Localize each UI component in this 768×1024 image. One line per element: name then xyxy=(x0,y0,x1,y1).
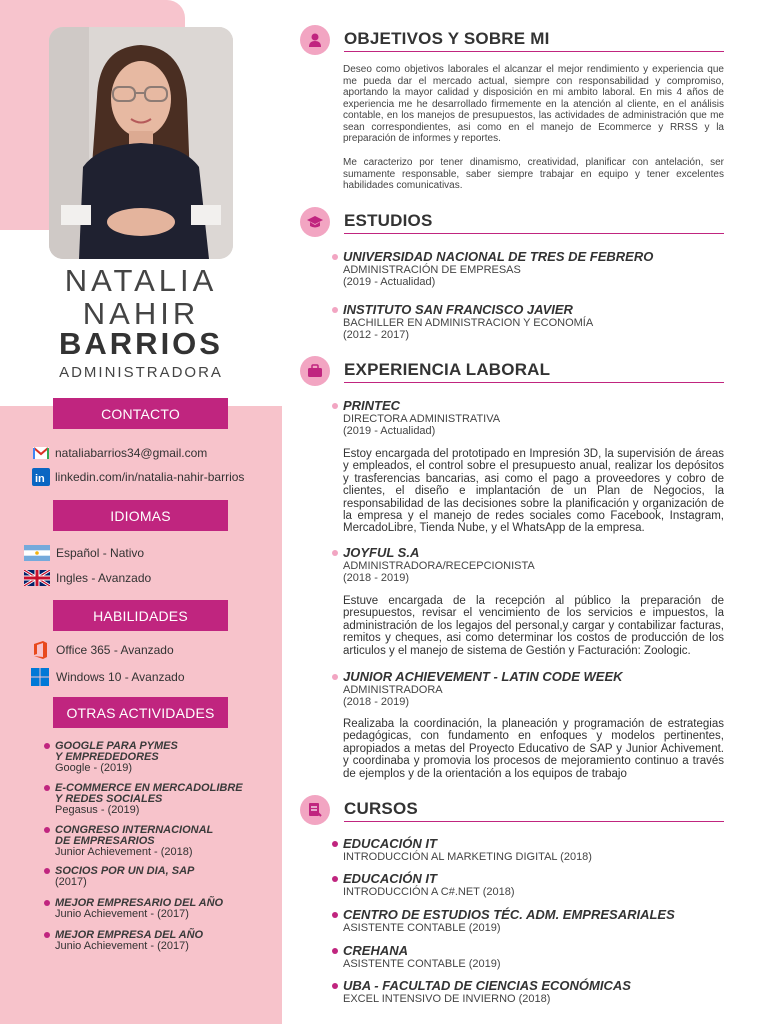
course-name: ASISTENTE CONTABLE (2019) xyxy=(343,922,501,934)
profile-photo xyxy=(49,27,233,259)
study-dates: (2019 - Actualidad) xyxy=(343,276,436,288)
job-description: Realizaba la coordinación, la planeación y programación de estrategias pedagógicas, con fundamento en enfoques y modelos pertinentes, apropiados a metas del Proyecto Educativo de SAP y Junior Achivement. y coordinaba y promovia los procesos de mejoramiento continuo a través de ejemplos y de la orientación a los equipos de trabajo xyxy=(343,718,724,780)
courses-title: CURSOS xyxy=(344,799,418,818)
study-dates: (2012 - 2017) xyxy=(343,329,410,341)
activity-item xyxy=(44,783,274,816)
objectives-header xyxy=(300,25,724,55)
email-line[interactable] xyxy=(32,444,207,462)
activity-item xyxy=(44,825,274,858)
skill-windows xyxy=(30,667,185,687)
windows-icon xyxy=(30,667,50,687)
study-item xyxy=(332,303,732,341)
section-rule xyxy=(344,821,724,822)
course-item xyxy=(332,908,732,934)
gmail-icon xyxy=(32,444,50,462)
job-position: ADMINISTRADORA/RECEPCIONISTA xyxy=(343,560,535,572)
job-dates: (2018 - 2019) xyxy=(343,572,410,584)
office-icon xyxy=(30,640,50,660)
job-title: ADMINISTRADORA xyxy=(59,364,223,381)
activity-title: CONGRESO INTERNACIONAL DE EMPRESARIOS xyxy=(55,824,214,847)
bullet-dot xyxy=(332,550,338,556)
course-provider: EDUCACIÓN IT xyxy=(343,836,437,851)
course-name: INTRODUCCIÓN A C#.NET (2018) xyxy=(343,886,515,898)
job-dates: (2019 - Actualidad) xyxy=(343,425,436,437)
bullet-dot xyxy=(332,674,338,680)
bullet-dot xyxy=(44,900,50,906)
activity-sub: Junio Achievement - (2017) xyxy=(55,940,189,952)
skill-label: Office 365 - Avanzado xyxy=(56,643,174,657)
activity-sub: Junio Achievement - (2017) xyxy=(55,908,189,920)
experience-title: EXPERIENCIA LABORAL xyxy=(344,360,551,379)
graduation-cap-icon xyxy=(300,207,330,237)
linkedin-line[interactable] xyxy=(32,468,244,486)
course-item xyxy=(332,872,732,898)
bullet-dot xyxy=(332,307,338,313)
job-item xyxy=(332,399,732,437)
certificate-icon xyxy=(300,795,330,825)
bullet-dot xyxy=(44,827,50,833)
study-degree: BACHILLER EN ADMINISTRACION Y ECONOMÍA xyxy=(343,317,594,329)
job-position: DIRECTORA ADMINISTRATIVA xyxy=(343,413,501,425)
skill-label: Windows 10 - Avanzado xyxy=(56,670,185,684)
course-provider: CREHANA xyxy=(343,943,408,958)
bullet-dot xyxy=(332,403,338,409)
activity-item xyxy=(44,741,274,774)
experience-header xyxy=(300,356,724,386)
course-provider: CENTRO DE ESTUDIOS TÉC. ADM. EMPRESARIALES xyxy=(343,907,675,922)
study-title: INSTITUTO SAN FRANCISCO JAVIER xyxy=(343,302,573,317)
job-company: JOYFUL S.A xyxy=(343,545,420,560)
job-item xyxy=(332,670,732,708)
courses-header xyxy=(300,795,724,825)
svg-text:in: in xyxy=(35,473,45,485)
study-degree: ADMINISTRACIÓN DE EMPRESAS xyxy=(343,264,521,276)
job-company: JUNIOR ACHIEVEMENT - LATIN CODE WEEK xyxy=(343,669,623,684)
activity-title: MEJOR EMPRESA DEL AÑO xyxy=(55,929,204,941)
languages-heading: IDIOMAS xyxy=(53,500,228,531)
activity-title: E-COMMERCE EN MERCADOLIBRE Y REDES SOCIALES xyxy=(55,782,243,805)
objectives-title: OBJETIVOS Y SOBRE MI xyxy=(344,29,550,48)
job-item xyxy=(332,546,732,584)
job-dates: (2018 - 2019) xyxy=(343,696,410,708)
activities-heading: OTRAS ACTIVIDADES xyxy=(53,697,228,728)
activity-sub: Junior Achievement - (2018) xyxy=(55,846,193,858)
activity-item xyxy=(44,930,274,952)
section-rule xyxy=(344,382,724,383)
bullet-dot xyxy=(332,876,338,882)
course-name: EXCEL INTENSIVO DE INVIERNO (2018) xyxy=(343,993,551,1005)
study-title: UNIVERSIDAD NACIONAL DE TRES DE FEBRERO xyxy=(343,249,654,264)
language-label: Ingles - Avanzado xyxy=(56,571,152,585)
last-name: BARRIOS xyxy=(59,326,223,361)
bullet-dot xyxy=(332,254,338,260)
language-label: Español - Nativo xyxy=(56,546,145,560)
section-rule xyxy=(344,233,724,234)
activity-title: GOOGLE PARA PYMES Y EMPREDEDORES xyxy=(55,740,178,763)
skills-heading: HABILIDADES xyxy=(53,600,228,631)
bullet-dot xyxy=(44,868,50,874)
objectives-paragraph-1: Deseo como objetivos laborales el alcanzar el mejor rendimiento y experiencia que me pueda dar el mercado actual, siempre con responsabilidad y compromiso, aportando la mayor calidad y disposición en mi ambito laboral. En mis 4 años de experiencia me he desarrollado firmemente en la atención al cliente, en el análisis contable, en los manejos de presupuestos, las actividades de administración que me sean correspondientes, asi como en el manejo de Ecommerce y RRSS y la preparación de informes y reportes. xyxy=(343,64,724,144)
argentina-flag-icon xyxy=(24,545,50,561)
course-provider: EDUCACIÓN IT xyxy=(343,871,437,886)
linkedin-icon xyxy=(32,468,50,486)
bullet-dot xyxy=(332,948,338,954)
email-text: nataliabarrios34@gmail.com xyxy=(55,446,208,460)
bullet-dot xyxy=(44,743,50,749)
objectives-paragraph-2: Me caracterizo por tener dinamismo, creatividad, planificar con antelación, ser sumamente responsable, saber siempre trabajar en equipo y tener excelentes habilidades comunicativas. xyxy=(343,157,724,191)
study-item xyxy=(332,250,732,288)
language-spanish xyxy=(24,545,144,561)
course-name: ASISTENTE CONTABLE (2019) xyxy=(343,958,501,970)
contact-heading: CONTACTO xyxy=(53,398,228,429)
first-name: NATALIA xyxy=(64,263,218,298)
studies-header xyxy=(300,207,724,237)
activity-title: MEJOR EMPRESARIO DEL AÑO xyxy=(55,897,224,909)
course-item xyxy=(332,837,732,863)
activity-sub: Pegasus - (2019) xyxy=(55,804,140,816)
section-rule xyxy=(344,51,724,52)
activity-item xyxy=(44,898,274,920)
activity-item xyxy=(44,866,274,888)
briefcase-icon xyxy=(300,356,330,386)
course-provider: UBA - FACULTAD DE CIENCIAS ECONÓMICAS xyxy=(343,978,631,993)
bullet-dot xyxy=(332,983,338,989)
bullet-dot xyxy=(44,932,50,938)
job-description: Estoy encargada del prototipado en Impresión 3D, la supervisión de áreas y empleados, el control sobre el presupuesto anual, realizar los depósitos y trasferencias bancarias, asi como el pago a proveedores y cobro de clientes, el diseño e implantación de un Plan de Negocios, la responsabilidad de las decisiones sobre la planificación y organización de la empresa y el manejo de redes sociales como Facebook, Instagram, MercadoLibre, Tienda Nube, y el WhatsApp de la empresa. xyxy=(343,448,724,535)
person-icon xyxy=(300,25,330,55)
course-item xyxy=(332,979,732,1005)
bullet-dot xyxy=(332,912,338,918)
job-description: Estuve encargada de la recepción al público la preparación de presupuestos, revisar el vencimiento de los servicios e impuestos, la administración de los legajos del personal,y cargar y contabilizar facturas, remitos y cheques, asi como determinar los costos de producción de los articulos y el manejo de sistema de Gestión y Facturación: Zoologic. xyxy=(343,595,724,657)
activity-sub: (2017) xyxy=(55,876,87,888)
bullet-dot xyxy=(44,785,50,791)
activity-title: SOCIOS POR UN DIA, SAP xyxy=(55,865,195,877)
skill-office xyxy=(30,640,174,660)
linkedin-text: linkedin.com/in/natalia-nahir-barrios xyxy=(55,470,245,484)
course-name: INTRODUCCIÓN AL MARKETING DIGITAL (2018) xyxy=(343,851,592,863)
language-english xyxy=(24,570,151,586)
uk-flag-icon xyxy=(24,570,50,586)
job-position: ADMINISTRADORA xyxy=(343,684,443,696)
course-item xyxy=(332,944,732,970)
activity-sub: Google - (2019) xyxy=(55,762,133,774)
studies-title: ESTUDIOS xyxy=(344,211,433,230)
bullet-dot xyxy=(332,841,338,847)
job-company: PRINTEC xyxy=(343,398,401,413)
middle-name: NAHIR xyxy=(82,296,200,331)
